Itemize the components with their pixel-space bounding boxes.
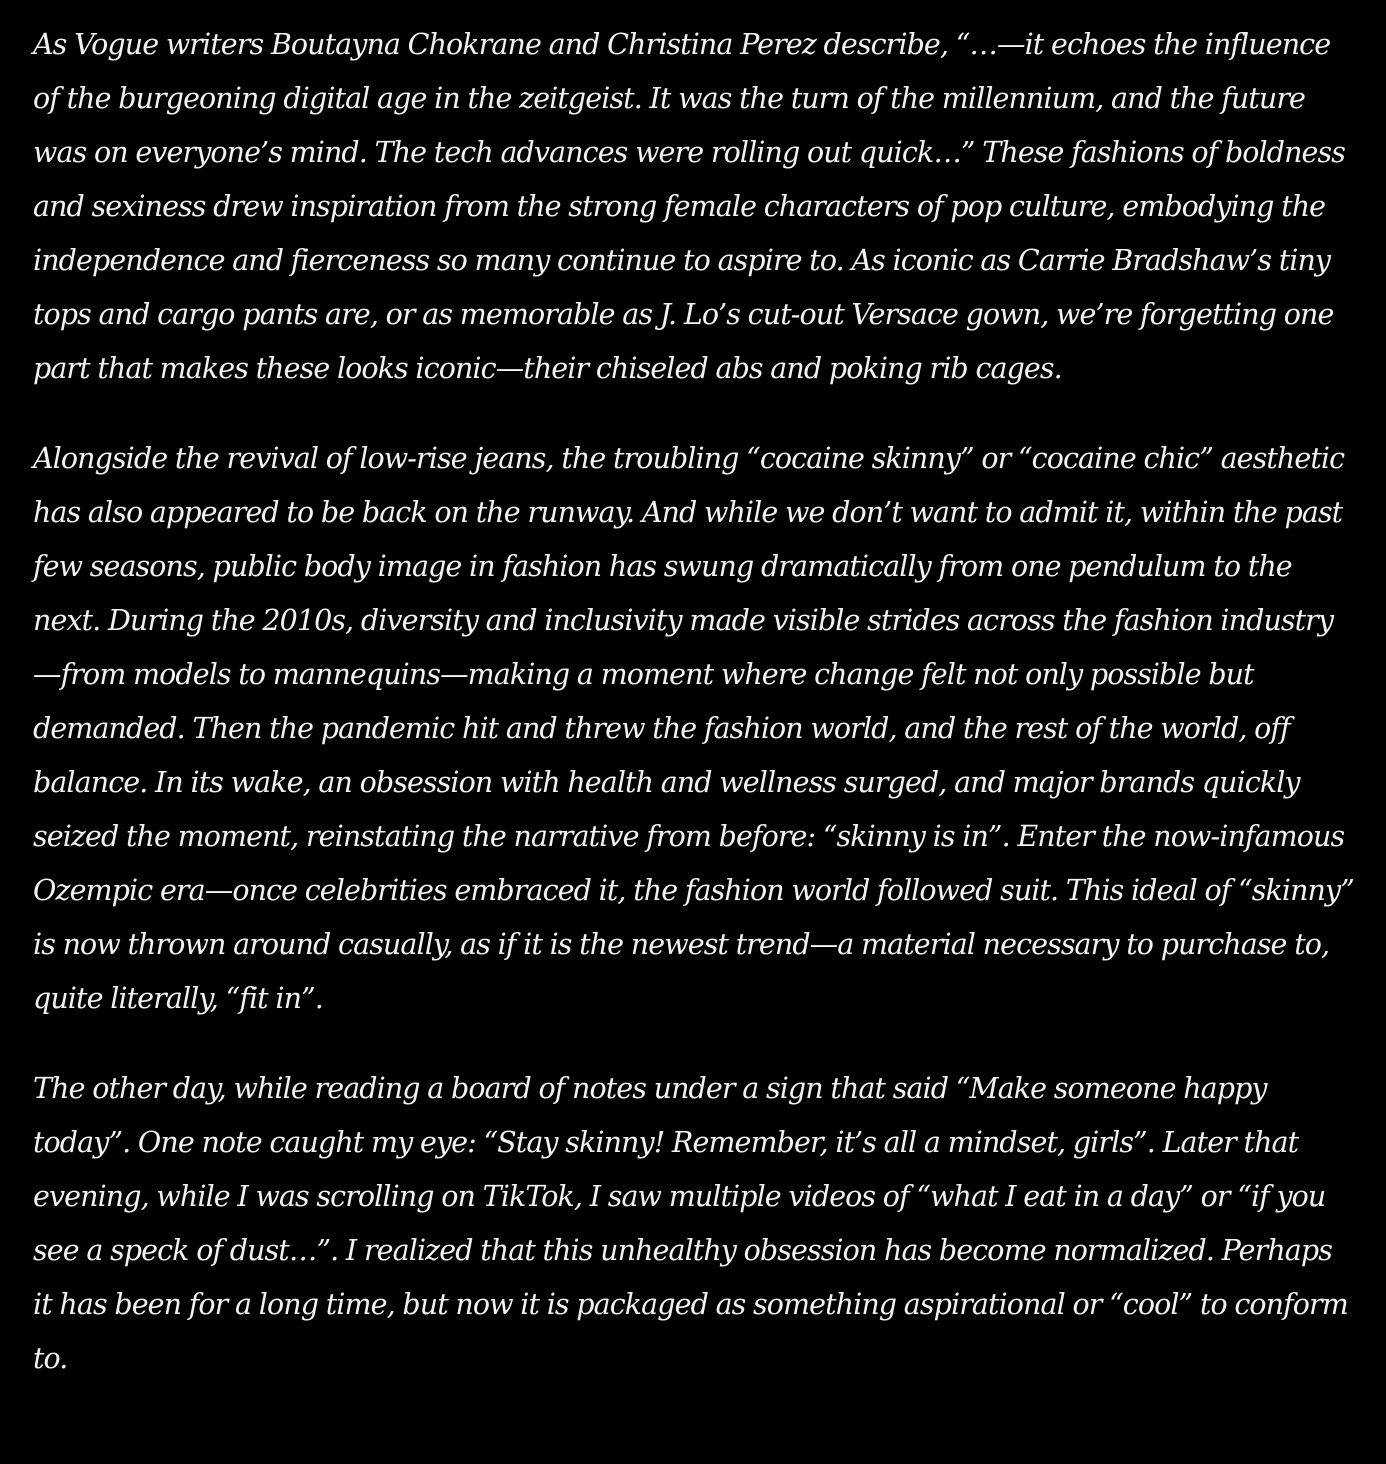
article-paragraph: Alongside the revival of low-rise jeans, the troubling “cocaine skinny” or “cocaine chic” aesthetic has also appeared to be back on the runway. And while we don’t want to admit it, within the past few seasons, public body image in fashion has swung dramatically from one pendulum to the next. During the 2010s, diversity and inclusivity made visible strides across the fashion industry—from models to mannequins—making a moment where change felt not only possible but demanded. Then the pandemic hit and threw the fashion world, and the rest of the world, off balance. In its wake, an obsession with health and wellness surged, and major brands quickly seized the moment, reinstating the narrative from before: “skinny is in”. Enter the now-infamous Ozempic era—once celebrities embraced it, the fashion world followed suit. This ideal of “skinny” is now thrown around casually, as if it is the newest trend—a material necessary to purchase to, quite literally, “fit in”. — [33, 442, 1354, 1015]
article-paragraph: The other day, while reading a board of notes under a sign that said “Make someone happy today”. One note caught my eye: “Stay skinny! Remember, it’s all a mindset, girls”. Later that evening, while I was scrolling on TikTok, I saw multiple videos of “what I eat in a day” or “if you see a speck of dust…”. I realized that this unhealthy obsession has become normalized. Perhaps it has been for a long time, but now it is packaged as something aspirational or “cool” to conform to. — [33, 1072, 1348, 1375]
article-paragraph: As Vogue writers Boutayna Chokrane and Christina Perez describe, “…—it echoes the influence of the burgeoning digital age in the zeitgeist. It was the turn of the millennium, and the future was on everyone’s mind. The tech advances were rolling out quick…” These fashions of boldness and sexiness drew inspiration from the strong female characters of pop culture, embodying the independence and fierceness so many continue to aspire to. As iconic as Carrie Bradshaw’s tiny tops and cargo pants are, or as memorable as J. Lo’s cut-out Versace gown, we’re forgetting one part that makes these looks iconic—their chiseled abs and poking rib cages. — [33, 28, 1345, 385]
article-body — [33, 18, 1358, 1386]
